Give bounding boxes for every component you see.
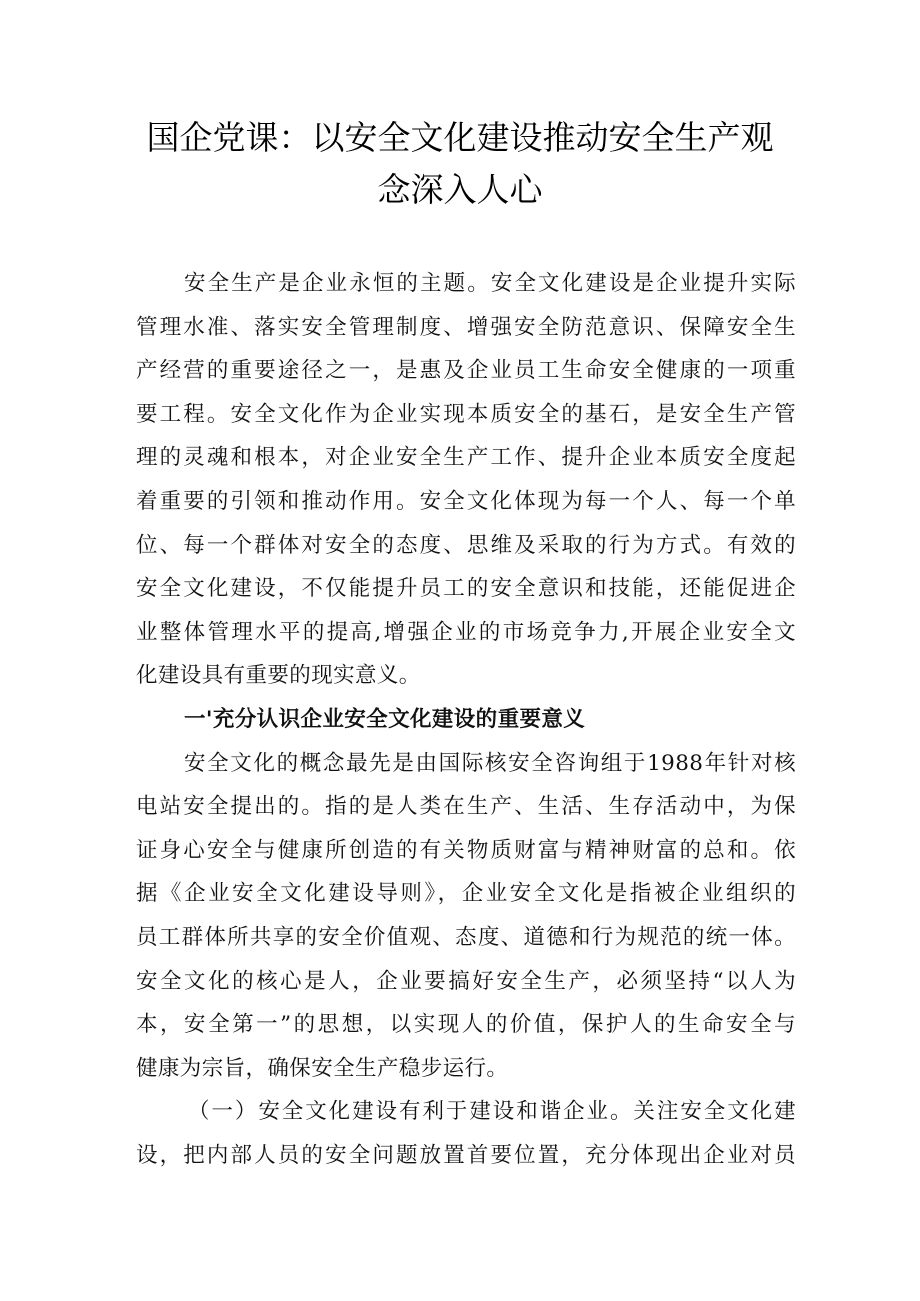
paragraph-line: 管理水准、落实安全管理制度、增强安全防范意识、保障安全生 [136,314,796,340]
paragraph-line: 化建设具有重要的现实意义。 [136,663,421,689]
paragraph-line: 产经营的重要途径之一，是惠及企业员工生命安全健康的一项重 [136,358,796,384]
title-line-2: 念深入人心 [377,170,543,209]
paragraph-line: 设，把内部人员的安全问题放置首要位置，充分体现出企业对员 [136,1142,796,1168]
paragraph-line: 业整体管理水平的提高,增强企业的市场竞争力,开展企业安全文 [136,619,796,645]
paragraph-line: 安全文化建设，不仅能提升员工的安全意识和技能，还能促进企 [136,576,796,602]
paragraph-line: 位、每一个群体对安全的态度、思维及采取的行为方式。有效的 [136,532,796,558]
paragraph-line: 安全文化的概念最先是由国际核安全咨询组于1988年针对核 [184,750,796,776]
title-line-1: 国企党课：以安全文化建设推动安全生产观 [146,118,774,157]
section-heading: 一'充分认识企业安全文化建设的重要意义 [184,706,586,732]
paragraph-line: 证身心安全与健康所创造的有关物质财富与精神财富的总和。依 [136,837,796,863]
paragraph-line: 安全生产是企业永恒的主题。安全文化建设是企业提升实际 [184,271,796,296]
paragraph-line: 员工群体所共享的安全价值观、态度、道德和行为规范的统一体。 [136,924,796,950]
document-body [136,262,796,1177]
paragraph-line: 理的灵魂和根本，对企业安全生产工作、提升企业本质安全度起 [136,445,796,471]
paragraph-line: 健康为宗旨，确保安全生产稳步运行。 [136,1055,509,1081]
paragraph-line: 着重要的引领和推动作用。安全文化体现为每一个人、每一个单 [136,488,796,514]
paragraph-line: 要工程。安全文化作为企业实现本质安全的基石，是安全生产管 [136,401,796,427]
subsection-line: （一）安全文化建设有利于建设和谐企业。关注安全文化建 [188,1099,796,1125]
document-title [120,112,800,216]
paragraph-line: 本，安全第一”的思想，以实现人的价值，保护人的生命安全与 [136,1012,796,1038]
paragraph-line: 电站安全提出的。指的是人类在生产、生活、生存活动中，为保 [136,794,796,820]
paragraph-line: 据《企业安全文化建设导则》，企业安全文化是指被企业组织的 [136,881,796,907]
paragraph-line: 安全文化的核心是人，企业要搞好安全生产，必须坚持“以人为 [136,968,796,994]
